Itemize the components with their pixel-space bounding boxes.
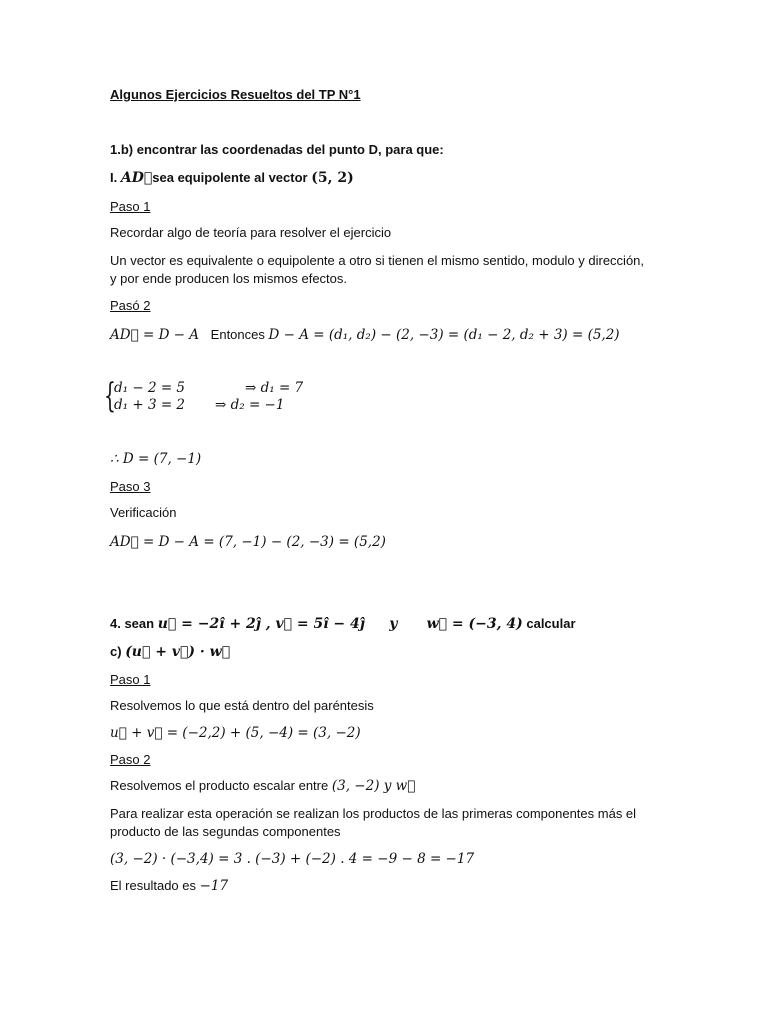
ex4-heading-suffix: calcular [526,616,576,631]
ex4-heading-prefix: 4. sean [110,616,155,631]
system-result-2: ⇒ d₂ = −1 [215,397,285,413]
ex1-paso2-label: Pasó 2 [110,298,151,313]
conclusion-d: ∴ D = (7, −1) [110,451,202,467]
item-text: sea equipolente al vector [152,170,308,185]
system-eq-1: d₁ − 2 = 5 [114,380,186,396]
item-prefix: I. [110,170,118,185]
item-vector-ad: AD⃗ [120,170,153,186]
ex4-paso1-text: Resolvemos lo que está dentro del paréntesis [110,698,374,713]
dot-product-equation: (3, −2) · (−3,4) = 3 . (−3) + (−2) . 4 = −9 − 8 = −17 [110,851,475,867]
explain-line-1: Para realizar esta operación se realizan los productos de las primeras componentes más el [110,806,637,821]
exercise-1b-item [110,170,354,186]
document-title: Algunos Ejercicios Resueltos del TP N°1 [110,87,361,102]
verification-equation: AD⃗ = D − A = (7, −1) − (2, −3) = (5,2) [110,534,386,550]
ex4-paso2-text [110,778,415,794]
theory-line-2: y por ende producen los mismos efectos. [110,271,348,286]
system-eq-2: d₁ + 3 = 2 [114,397,186,413]
ex4-heading-math: u⃗ = −2ı̂ + 2ȷ̂ , v⃗ = 5ı̂ − 4ȷ̂ y w⃗ = (−3, 4) [157,616,523,632]
ex1-paso1-label: Paso 1 [110,199,151,214]
result-value: −17 [199,878,229,894]
ex4c-label: c) [110,644,122,659]
system-result-1: ⇒ d₁ = 7 [245,380,304,396]
ex4c-math: (u⃗ + v⃗) · w⃗ [125,644,231,660]
theory-line-1: Un vector es equivalente o equipolente a otro si tienen el mismo sentido, modulo y dirección, [110,253,645,268]
exercise-1b-heading: 1.b) encontrar las coordenadas del punto D, para que: [110,142,444,157]
ex1-paso1-text: Recordar algo de teoría para resolver el ejercicio [110,225,392,240]
result-text: El resultado es [110,878,196,893]
explain-line-2: producto de las segundas componentes [110,824,341,839]
ex4-paso1-label: Paso 1 [110,672,151,687]
verification-label: Verificación [110,505,177,520]
ex1-paso3-label: Paso 3 [110,479,151,494]
main-equation [110,327,620,343]
result-line [110,878,228,894]
item-vector-value: (5, 2) [311,170,354,186]
ex4-paso2-label: Paso 2 [110,752,151,767]
paso2-math: (3, −2) y w⃗ [331,778,416,794]
exercise-4c-heading [110,644,230,660]
paso2-text: Resolvemos el producto escalar entre [110,778,329,793]
vector-sum-equation: u⃗ + v⃗ = (−2,2) + (5, −4) = (3, −2) [110,725,361,741]
exercise-4-heading [110,616,576,632]
main-eq-left: AD⃗ = D − A [110,327,200,343]
main-eq-word: Entonces [210,327,265,342]
main-eq-right: D − A = (d₁, d₂) − (2, −3) = (d₁ − 2, d₂ + 3) = (5,2) [268,327,620,343]
system-brace: { [104,376,116,416]
